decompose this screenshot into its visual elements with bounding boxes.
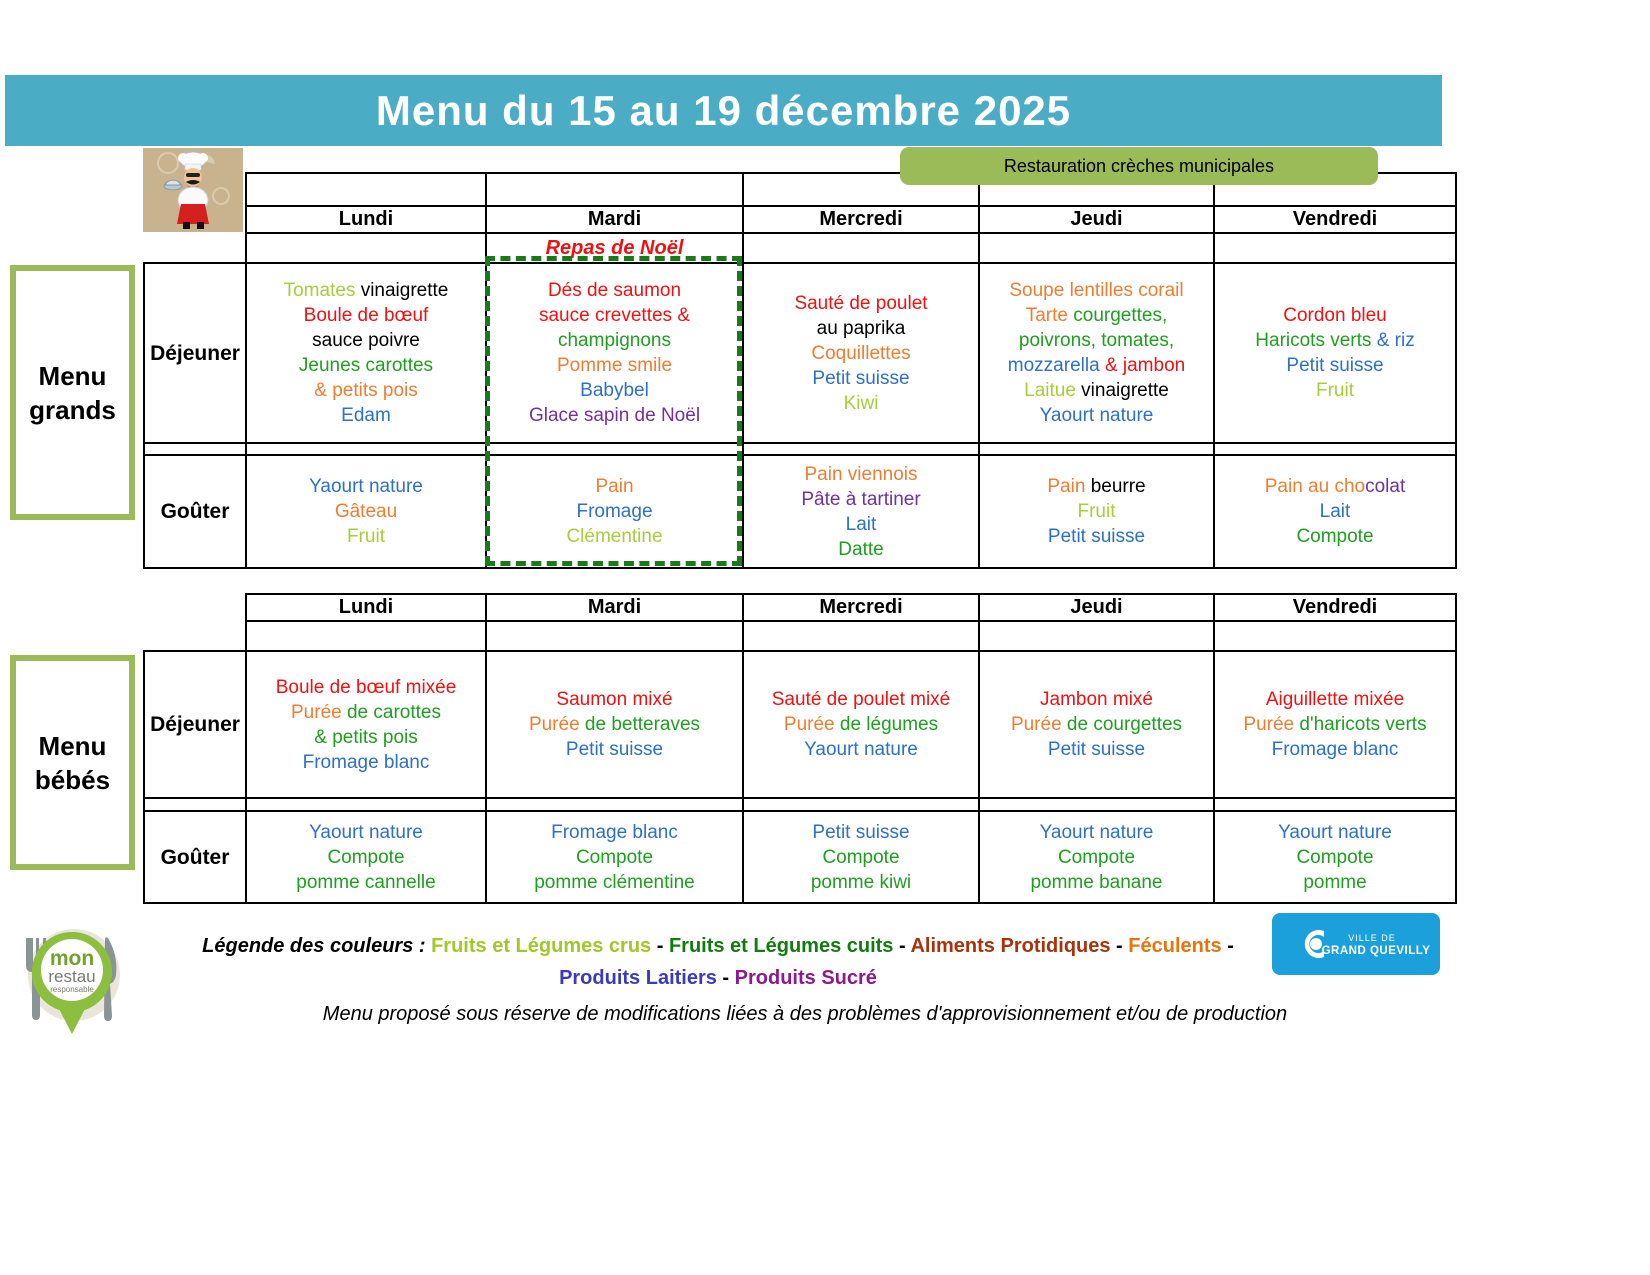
menu-cell: Yaourt nature Gâteau Fruit (246, 455, 486, 568)
dejeuner-row (144, 263, 1456, 443)
day-header: Mercredi (743, 206, 979, 233)
day-header: Mardi (486, 206, 743, 233)
menu-cell: Sauté de poulet au paprika Coquillettes Petit suisse Kiwi (743, 263, 979, 443)
logo-text-mon: mon (49, 947, 95, 970)
meal-label: Déjeuner (144, 651, 246, 798)
menu-cell: Cordon bleu Haricots verts & riz Petit suisse Fruit (1214, 263, 1456, 443)
menu-cell: Fromage blanc Compote pomme clémentine (486, 811, 743, 903)
section-label: Menu (38, 730, 107, 761)
menu-cell: Tomates vinaigrette Boule de bœuf sauce poivre Jeunes carottes & petits pois Edam (246, 263, 486, 443)
meal-label: Goûter (144, 455, 246, 568)
day-header: Lundi (246, 594, 486, 621)
special-row (144, 233, 1456, 263)
meal-label: Déjeuner (144, 263, 246, 443)
table-row (144, 621, 1456, 651)
gq-text-ville: VILLE DE (1348, 933, 1396, 943)
day-header: Mercredi (743, 594, 979, 621)
menu-bebes-label-box (10, 655, 135, 870)
menu-grands-table (143, 172, 1457, 569)
logo-text-restau: restau (48, 967, 96, 986)
spacer-row (144, 443, 1456, 455)
day-header: Vendredi (1214, 594, 1456, 621)
grand-quevilly-logo-art (1272, 913, 1440, 975)
section-label: grands (29, 394, 116, 425)
day-header: Jeudi (979, 206, 1214, 233)
subtitle-text: Restauration crèches municipales (1003, 155, 1275, 176)
disclaimer-note: Menu proposé sous réserve de modifications liées à des problèmes d'approvisionnement et/ou de production (322, 1003, 1288, 1025)
day-header: Lundi (246, 206, 486, 233)
dejeuner-row (144, 651, 1456, 798)
day-header: Jeudi (979, 594, 1214, 621)
meal-label: Goûter (144, 811, 246, 903)
day-header-row (144, 594, 1456, 621)
section-label: bébés (34, 764, 111, 795)
menu-bebes-table (143, 593, 1457, 904)
section-label: Menu (38, 360, 107, 391)
menu-cell: Pain viennois Pâte à tartiner Lait Datte (743, 455, 979, 568)
legend-line-2: Produits Laitiers - Produits Sucré (559, 967, 877, 989)
title-banner (5, 75, 1442, 146)
menu-cell: Pain au chocolat Lait Compote (1214, 455, 1456, 568)
logo-text-responsable: responsable (50, 985, 94, 994)
grand-quevilly-logo (1272, 913, 1440, 975)
day-header: Mardi (486, 594, 743, 621)
gouter-row (144, 455, 1456, 568)
menu-cell: Jambon mixé Purée de courgettes Petit suisse (979, 651, 1214, 798)
day-header: Vendredi (1214, 206, 1456, 233)
menu-cell: Pain beurre Fruit Petit suisse (979, 455, 1214, 568)
chef-illustration (143, 148, 243, 232)
menu-cell: Sauté de poulet mixé Purée de légumes Yaourt nature (743, 651, 979, 798)
menu-cell: Dés de saumon sauce crevettes & champignons Pomme smile Babybel Glace sapin de Noël (486, 263, 743, 443)
mon-restau-responsable-logo (12, 920, 132, 1050)
menu-cell: Boule de bœuf mixée Purée de carottes & petits pois Fromage blanc (246, 651, 486, 798)
color-legend (143, 930, 1293, 994)
menu-cell: Petit suisse Compote pomme kiwi (743, 811, 979, 903)
menu-cell: Yaourt nature Compote pomme cannelle (246, 811, 486, 903)
legend-line-1: Fruits et Légumes crus - Fruits et Légumes cuits - Aliments Protidiques - Féculents - (431, 935, 1234, 957)
menu-grands-label-box (10, 265, 135, 520)
menu-cell: Pain Fromage Clémentine (486, 455, 743, 568)
gq-text-city: GRAND QUEVILLY (1321, 945, 1431, 957)
repas-noel-label: Repas de Noël (486, 233, 743, 263)
gouter-row (144, 811, 1456, 903)
spacer-row (144, 798, 1456, 811)
day-header-row (144, 206, 1456, 233)
subtitle-banner (900, 147, 1378, 185)
legend-title: Légende des couleurs : (202, 935, 432, 957)
menu-cell: Saumon mixé Purée de betteraves Petit suisse (486, 651, 743, 798)
menu-cell: Yaourt nature Compote pomme banane (979, 811, 1214, 903)
page-title: Menu du 15 au 19 décembre 2025 (375, 86, 1072, 134)
menu-cell: Soupe lentilles corail Tarte courgettes, poivrons, tomates, mozzarella & jambon Laitue vinaigrette Yaourt nature (979, 263, 1214, 443)
menu-cell: Yaourt nature Compote pomme (1214, 811, 1456, 903)
menu-cell: Aiguillette mixée Purée d'haricots verts Fromage blanc (1214, 651, 1456, 798)
